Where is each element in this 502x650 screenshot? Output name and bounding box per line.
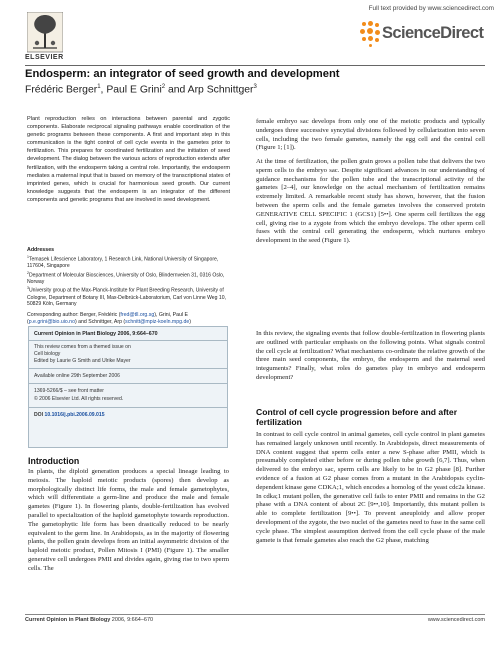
body-paragraph: female embryo sac develops from only one of the meiotic products and typically undergoes three successive syncytial divisions followed by cellularization into seven cells, including the two female gametes, namely the egg cell and the central cell (Figure 1; [1]). [256, 118, 485, 152]
fulltext-provided-note[interactable]: Full text provided by www.sciencedirect.com [368, 5, 494, 12]
doi-line [34, 412, 105, 419]
author-separator: and [165, 84, 188, 96]
address-text: Department of Molecular Biosciences, University of Oslo, Blindernveien 31, 0316 Oslo, Norway [27, 272, 225, 285]
review-theme-line: This review comes from a themed issue on [34, 344, 131, 350]
issn-line: 1369-5266/$ – see front matter [34, 388, 104, 394]
corresponding-text: ) and Schnittger, Arp ( [74, 318, 126, 325]
email-link[interactable]: schnitt@mpiz-koeln.mpg.de [125, 318, 190, 325]
address-number: 2 [27, 270, 29, 275]
copyright-line: © 2006 Elsevier Ltd. All rights reserved. [34, 396, 124, 402]
sciencedirect-logo[interactable] [360, 16, 484, 56]
corresponding-text: ) [189, 318, 191, 325]
header-rule [25, 65, 485, 66]
available-online-date: Available online 29th September 2006 [34, 373, 120, 379]
body-paragraph: At the time of fertilization, the pollen grain grows a pollen tube that delivers the two sperm cells to the embryo sac. Despite significant advances in our understanding of guidance mechanisms for the pollen tube and the transcriptional activity of the gametes [2–4], our knowledge on the actual mechanism of fertilization remains extremely limited. A remarkable recent study has shown, however, that the fusion between the sperm cells and the female gametes involves the conserved protein GENERATIVE CELL SPECIFIC 1 (GCS1) [5••]. One sperm cell fertilizes the egg cell, giving rise to a zygote from which the embryo develops. The other sperm cell fuses with the central cell generating the endosperm, which nurtures embryo development in the seed (Figure 1). [256, 158, 485, 245]
addresses-list [27, 254, 230, 308]
corresponding-text: Corresponding author: Berger, Frédéric ( [27, 312, 121, 318]
elsevier-tree-logo [27, 12, 63, 56]
doi-label: DOI [34, 412, 44, 418]
author-name: Frédéric Berger [25, 84, 98, 96]
addresses-heading: Addresses [27, 247, 55, 253]
address-text: University group at the Max-Planck-Institute for Plant Breeding Research, University of Cologne, Department of Botany III, Max-Delbrück-Laboratorium, Carl von Linne Weg 10, 50829 Köln, Germany [27, 288, 226, 308]
email-link[interactable]: p.e.grini@bio.uio.no [28, 318, 75, 325]
author-name: Paul E Grini [106, 84, 162, 96]
footer-journal [25, 617, 153, 623]
address-item [27, 285, 230, 307]
footer-rule [25, 614, 485, 615]
footer-journal-name: Current Opinion in Plant Biology [25, 617, 111, 623]
abstract: Plant reproduction relies on interactions between parental and zygotic components. Elaborate reciprocal signaling pathways enable coordination of the genetic programs between these components. A first and important step in this communication is the tight control of cell cycle events in the gametes prior to fertilization. This prepares for coordinated fertilization and the initiation of seed development. The dialog between the various actors of reproduction extends after fertilization, with the endosperm taking a central role. Importantly, the endosperm mediates a maternal input that is based on memory of the transcriptional states of imprinted genes, which is crucial for harmonious seed growth. Our current knowledge suggests that the endosperm is an integrator of the different components and genetic programs that are involved in seed development. [27, 116, 230, 203]
author-list [25, 81, 485, 96]
elsevier-wordmark: ELSEVIER [25, 54, 64, 61]
introduction-paragraph: In plants, the diploid generation produces a special lineage leading to meiosis. The haploid meiotic products (spores) then develop as morphologically distinct life forms, the male and female gametophytes, which will differentiate a germ-line and produce the male and female gametes (Figure 1). In flowering plants, double-fertilization has evolved parallel to specialization of the haploid gametophyte towards reproduction. The gametophytic life form has been drastically reduced to be nearly equivalent to the germ line. In Arabidopsis, as in the majority of flowering plants, the pollen grain develops from an initial asymmetric division of the haploid meiotic product, Pollen Mitosis I (PMI) (Figure 1). The smaller generative cell undergoes PMII and divides again, giving rise to two sperm cells. The [28, 468, 229, 572]
address-item [27, 254, 230, 270]
footer-website-link[interactable]: www.sciencedirect.com [427, 617, 485, 623]
body-paragraph: In this review, the signaling events that follow double-fertilization in flowering plants are outlined with particular emphasis on the following points. What signals control the cell cycle at fertilization? What mechanisms co-ordinate the relative growth of the three main seed components, the embryo, the endosperm and the maternal seed integuments? Finally, what roles do gametes play in embryo and endosperm development? [256, 330, 485, 381]
author-affiliation-mark: 1 [97, 84, 101, 90]
author-affiliation-mark: 2 [161, 84, 166, 90]
address-number: 1 [27, 255, 29, 259]
review-theme-name: Cell biology [34, 351, 61, 357]
body-paragraph: In contrast to cell cycle control in animal gametes, cell cycle control in plant gametes has remained largely unknown until recently. In Arabidopsis, direct measurements of DNA content suggest that sperm cells enter a new S-phase after PMII, which is presumably completed either before or during pollen tube growth [6,7]. Thus, when delivered to the embryo sac, sperm cells are likely to be in G2 phase [8]. Further evidence of a fusion at G2 phase comes from a mutant in the Arabidopsis cyclin-dependent kinase gene CDKA;1, which encodes a homolog of the yeast cdc2a kinase. In cdka;1 mutant pollen, the generative cell fails to enter PMII and remains in the G2 phase with a DNA content of about 2C [9••,10]. Importantly, this mutant pollen is able to complete fertilization [9••]. To prevent aneuploidy and allow proper development of the zygote, the two nuclei of the gametes need to fuse in the same cell cycle phase. The simplest assumption derived from the cell cycle phase of the male gamete is that female gametes also reach the G2 phase, matching [256, 431, 485, 544]
corresponding-authors [27, 312, 230, 325]
introduction-heading: Introduction [28, 456, 80, 466]
infobox-rule [29, 340, 227, 341]
infobox-rule [29, 383, 227, 384]
article-title: Endosperm: an integrator of seed growth and development [25, 68, 340, 80]
author-separator: , [100, 84, 107, 96]
footer-journal-issue: 2006, 9:664–670 [110, 617, 154, 623]
journal-citation: Current Opinion in Plant Biology 2006, 9:664–670 [34, 331, 158, 337]
address-text: Temasek Lifescience Laboratory, 1 Research Link, National University of Singapore, 117604, Singapore [27, 256, 219, 270]
author-affiliation-mark: 3 [253, 84, 257, 90]
section-heading: Control of cell cycle progression before and after fertilization [256, 407, 458, 427]
address-number: 3 [27, 286, 29, 291]
sciencedirect-wordmark: ScienceDirect [382, 24, 484, 42]
sciencedirect-dots-icon [360, 20, 382, 50]
email-link[interactable]: fred@tll.org.sg [120, 312, 155, 318]
article-info-box [28, 326, 228, 448]
author-name: Arp Schnittger [187, 84, 254, 96]
doi-link[interactable]: 10.1016/j.pbi.2006.09.015 [44, 412, 105, 418]
infobox-rule [29, 407, 227, 408]
address-item [27, 270, 230, 286]
infobox-rule [29, 368, 227, 369]
review-editors: Edited by Laurie G Smith and Ulrike Mayer [34, 358, 131, 364]
corresponding-text: ), Grini, Paul E ( [27, 312, 188, 325]
